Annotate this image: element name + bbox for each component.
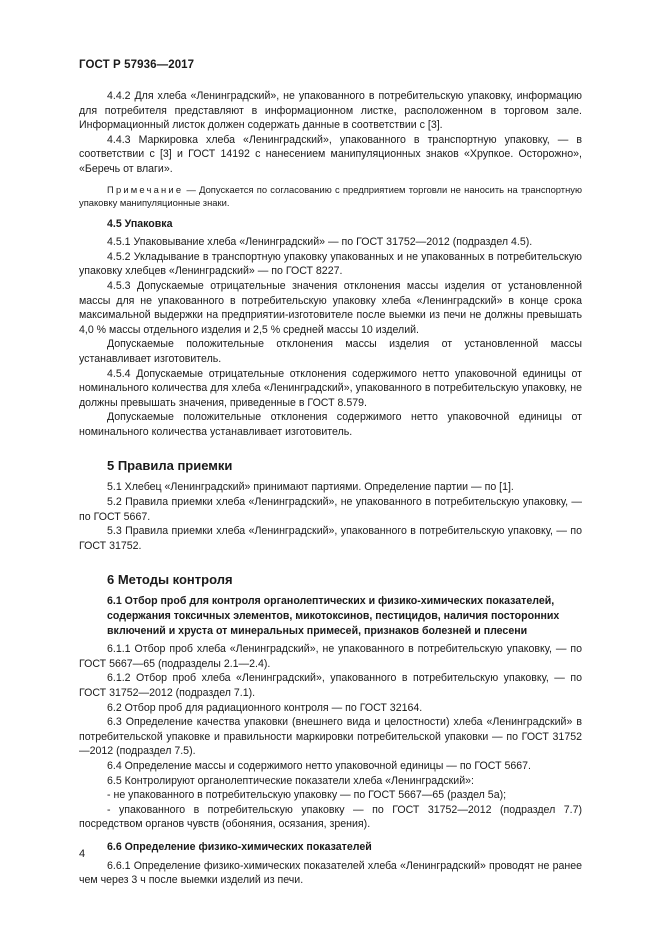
paragraph-5-2: 5.2 Правила приемки хлеба «Ленинградский», не упакованного в потребительскую упаковку, — по ГОСТ 5667.: [79, 496, 582, 523]
note: [79, 183, 582, 209]
heading-6-6: 6.6 Определение физико-химических показателей: [107, 840, 372, 853]
page-content: [79, 89, 582, 888]
paragraph-5-1: 5.1 Хлебец «Ленинградский» принимают партиями. Определение партии — по [1].: [107, 481, 514, 494]
paragraph-6-4: 6.4 Определение массы и содержимого нетто упаковочной единицы — по ГОСТ 5667.: [107, 759, 532, 772]
heading-4-5: 4.5 Упаковка: [107, 217, 173, 230]
paragraph-4-5-2: 4.5.2 Укладывание в транспортную упаковку упакованных и не упакованных в потребительскую упаковку хлебцев «Ленинградский» — по ГОСТ 8227.: [79, 250, 582, 278]
paragraph-4-5-1: 4.5.1 Упаковывание хлеба «Ленинградский» — по ГОСТ 31752—2012 (подраздел 4.5).: [107, 236, 533, 249]
paragraph-6-2: 6.2 Отбор проб для радиационного контроля — по ГОСТ 32164.: [107, 701, 423, 714]
note-label: Примечание: [107, 183, 184, 195]
paragraph-5-3: 5.3 Правила приемки хлеба «Ленинградский», упакованного в потребительскую упаковку, — по ГОСТ 31752.: [79, 525, 582, 552]
page-number: 4: [79, 848, 86, 860]
heading-section-6: 6 Методы контроля: [107, 572, 233, 588]
heading-6-1: 6.1 Отбор проб для контроля органолептических и физико-химических показателей, содержания токсичных элементов, микотоксинов, пестицидов, наличия посторонних включений и хруста от минеральных примесей, признаков болезней и плесени: [107, 595, 560, 637]
paragraph-6-3: 6.3 Определение качества упаковки (внешнего вида и целостности) хлеба «Ленинградский» в потребительской упаковке и правильности маркировки потребительской упаковки — по ГОСТ 31752—2012 (подраздел 7.5).: [79, 716, 582, 758]
paragraph-4-5-4: 4.5.4 Допускаемые отрицательные отклонения содержимого нетто упаковочной единицы от номинального количества для хлеба «Ленинградский», упакованного в потребительскую упаковку, не должны превышать значения, приведенные в ГОСТ 8.579.: [79, 367, 582, 409]
paragraph-4-5-4-positive: Допускаемые положительные отклонения содержимого нетто упаковочной единицы от номинального количества устанавливает изготовитель.: [79, 411, 582, 438]
paragraph-6-6-1: 6.6.1 Определение физико-химических показателей хлеба «Ленинградский» проводят не ранее чем через 3 ч после выемки изделий из печи.: [79, 859, 582, 887]
note-text: — Допускается по согласованию с предприятием торговли не наносить на транспортную упаковку манипуляционные знаки.: [79, 183, 582, 208]
paragraph-4-4-2: 4.4.2 Для хлеба «Ленинградский», не упакованного в потребительскую упаковку, информацию для потребителя представляют в информационном листке, расположенном в торговом зале. Информационный листок должен содержать данные в соответствии с [3].: [79, 90, 582, 132]
heading-section-5: 5 Правила приемки: [107, 458, 233, 474]
paragraph-4-5-3: 4.5.3 Допускаемые отрицательные значения отклонения массы изделия от установленной массы для не упакованного в потребительскую упаковку хлеба «Ленинградский» в конце срока максимальной выдержки на предприятии-изготовителе после выемки из печи не должны превышать 4,0 % массы отдельного изделия и 2,5 % средней массы 10 изделий.: [79, 279, 582, 336]
document-header: ГОСТ Р 57936—2017: [79, 59, 195, 71]
paragraph-4-4-3: 4.4.3 Маркировка хлеба «Ленинградский», упакованного в транспортную упаковку, — в соответствии с [3] и ГОСТ 14192 с нанесением манипуляционных знаков «Хрупкое. Осторожно», «Беречь от влаги».: [79, 133, 582, 175]
paragraph-4-5-3-positive: Допускаемые положительные отклонения массы изделия от установленной массы устанавливает изготовитель.: [79, 338, 582, 365]
paragraph-6-1-2: 6.1.2 Отбор проб хлеба «Ленинградский», упакованного в потребительскую упаковку, — по ГОСТ 31752—2012 (подраздел 7.1).: [79, 672, 582, 699]
list-item-packed: - упакованного в потребительскую упаковку — по ГОСТ 31752—2012 (подраздел 7.7) посредством органов чувств (обоняния, осязания, зрения).: [79, 803, 582, 831]
paragraph-6-5: 6.5 Контролируют органолептические показатели хлеба «Ленинградский»:: [107, 774, 474, 787]
list-item-unpacked: - не упакованного в потребительскую упаковку — по ГОСТ 5667—65 (раздел 5а);: [107, 789, 507, 802]
paragraph-6-1-1: 6.1.1 Отбор проб хлеба «Ленинградский», не упакованного в потребительскую упаковку, — по ГОСТ 5667—65 (подразделы 2.1—2.4).: [79, 643, 582, 670]
